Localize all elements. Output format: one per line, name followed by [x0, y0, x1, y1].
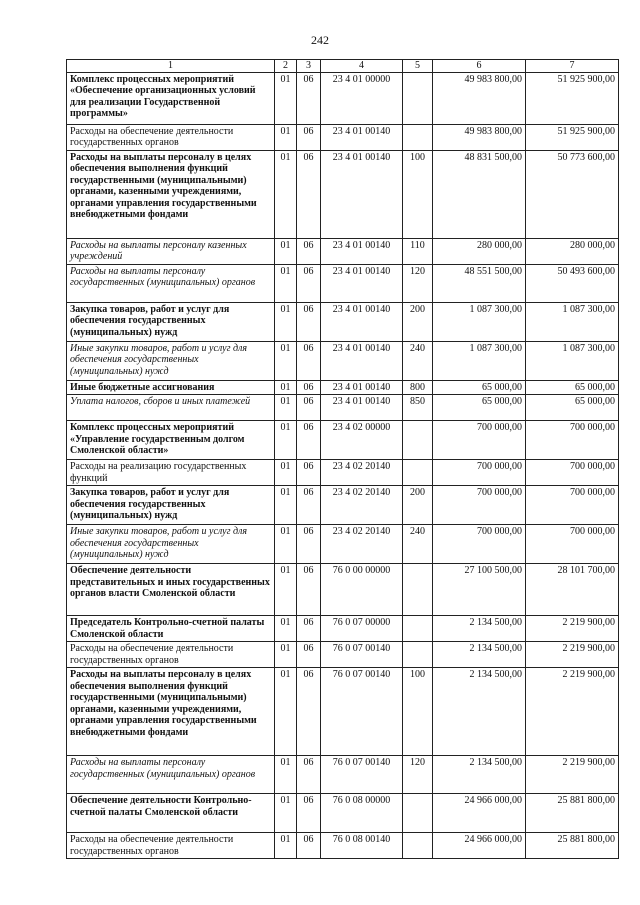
row-amount-year-2: 700 000,00 — [526, 460, 619, 486]
table-row — [67, 642, 619, 668]
table-row — [67, 150, 619, 238]
row-target-code: 23 4 01 00000 — [321, 72, 403, 124]
row-amount-year-2: 2 219 900,00 — [526, 756, 619, 794]
table-row — [67, 833, 619, 859]
row-subsection: 06 — [297, 395, 321, 421]
row-amount-year-1: 700 000,00 — [433, 486, 526, 525]
row-amount-year-2: 2 219 900,00 — [526, 668, 619, 756]
header-row — [67, 60, 619, 73]
table-row — [67, 72, 619, 124]
row-subsection: 06 — [297, 124, 321, 150]
column-header: 7 — [526, 60, 619, 73]
column-header: 3 — [297, 60, 321, 73]
row-name: Обеспечение деятельности представительных и иных государственных органов власти Смоленской области — [67, 564, 275, 616]
row-name: Председатель Контрольно-счетной палаты Смоленской области — [67, 616, 275, 642]
row-subsection: 06 — [297, 72, 321, 124]
row-name: Уплата налогов, сборов и иных платежей — [67, 395, 275, 421]
budget-table — [66, 59, 619, 859]
row-amount-year-2: 25 881 800,00 — [526, 794, 619, 833]
row-name: Комплекс процессных мероприятий «Управление государственным долгом Смоленской области» — [67, 421, 275, 460]
row-amount-year-1: 48 551 500,00 — [433, 264, 526, 302]
row-target-code: 23 4 01 00140 — [321, 150, 403, 238]
row-name: Расходы на выплаты персоналу в целях обеспечения выполнения функций государственными (муниципальными) органами, казенными учреждениями, органами управления государственными внебюджетными фондами — [67, 150, 275, 238]
table-row — [67, 264, 619, 302]
row-amount-year-2: 700 000,00 — [526, 486, 619, 525]
row-expense-type: 800 — [403, 380, 433, 395]
row-amount-year-2: 51 925 900,00 — [526, 72, 619, 124]
row-amount-year-2: 1 087 300,00 — [526, 302, 619, 341]
row-amount-year-2: 700 000,00 — [526, 525, 619, 564]
row-expense-type: 200 — [403, 302, 433, 341]
row-subsection: 06 — [297, 460, 321, 486]
row-section: 01 — [275, 668, 297, 756]
row-target-code: 23 4 02 00000 — [321, 421, 403, 460]
table-row — [67, 525, 619, 564]
row-amount-year-1: 1 087 300,00 — [433, 302, 526, 341]
row-target-code: 76 0 00 00000 — [321, 564, 403, 616]
row-subsection: 06 — [297, 380, 321, 395]
row-section: 01 — [275, 756, 297, 794]
column-header: 6 — [433, 60, 526, 73]
table-row — [67, 395, 619, 421]
row-section: 01 — [275, 642, 297, 668]
row-amount-year-1: 65 000,00 — [433, 395, 526, 421]
row-target-code: 23 4 02 20140 — [321, 486, 403, 525]
row-amount-year-2: 25 881 800,00 — [526, 833, 619, 859]
column-header: 2 — [275, 60, 297, 73]
row-expense-type — [403, 421, 433, 460]
row-amount-year-1: 49 983 800,00 — [433, 124, 526, 150]
row-target-code: 23 4 02 20140 — [321, 525, 403, 564]
row-subsection: 06 — [297, 302, 321, 341]
row-expense-type: 100 — [403, 150, 433, 238]
row-subsection: 06 — [297, 564, 321, 616]
row-subsection: 06 — [297, 264, 321, 302]
row-amount-year-1: 280 000,00 — [433, 238, 526, 264]
row-amount-year-2: 2 219 900,00 — [526, 642, 619, 668]
row-expense-type: 120 — [403, 264, 433, 302]
row-amount-year-2: 28 101 700,00 — [526, 564, 619, 616]
row-name: Расходы на обеспечение деятельности государственных органов — [67, 124, 275, 150]
row-name: Расходы на выплаты персоналу в целях обеспечения выполнения функций государственными (муниципальными) органами, казенными учреждениями, органами управления государственными внебюджетными фондами — [67, 668, 275, 756]
table-row — [67, 564, 619, 616]
row-expense-type: 120 — [403, 756, 433, 794]
row-section: 01 — [275, 380, 297, 395]
row-expense-type — [403, 564, 433, 616]
row-subsection: 06 — [297, 238, 321, 264]
row-name: Расходы на обеспечение деятельности государственных органов — [67, 642, 275, 668]
table-row — [67, 421, 619, 460]
row-section: 01 — [275, 341, 297, 380]
row-amount-year-1: 27 100 500,00 — [433, 564, 526, 616]
row-amount-year-2: 51 925 900,00 — [526, 124, 619, 150]
row-name: Закупка товаров, работ и услуг для обеспечения государственных (муниципальных) нужд — [67, 486, 275, 525]
row-amount-year-1: 2 134 500,00 — [433, 642, 526, 668]
row-target-code: 76 0 07 00140 — [321, 756, 403, 794]
row-target-code: 23 4 01 00140 — [321, 264, 403, 302]
table-row — [67, 794, 619, 833]
row-amount-year-1: 65 000,00 — [433, 380, 526, 395]
row-name: Иные закупки товаров, работ и услуг для обеспечения государственных (муниципальных) нужд — [67, 525, 275, 564]
row-subsection: 06 — [297, 833, 321, 859]
row-subsection: 06 — [297, 616, 321, 642]
row-target-code: 23 4 01 00140 — [321, 380, 403, 395]
row-name: Расходы на выплаты персоналу государственных (муниципальных) органов — [67, 264, 275, 302]
row-expense-type — [403, 642, 433, 668]
row-target-code: 76 0 07 00140 — [321, 642, 403, 668]
table-row — [67, 616, 619, 642]
row-target-code: 76 0 07 00000 — [321, 616, 403, 642]
row-amount-year-1: 700 000,00 — [433, 525, 526, 564]
row-amount-year-1: 2 134 500,00 — [433, 668, 526, 756]
row-name: Расходы на выплаты персоналу государственных (муниципальных) органов — [67, 756, 275, 794]
row-section: 01 — [275, 460, 297, 486]
row-amount-year-1: 49 983 800,00 — [433, 72, 526, 124]
row-name: Комплекс процессных мероприятий «Обеспечение организационных условий для реализации Государственной программы» — [67, 72, 275, 124]
row-expense-type — [403, 616, 433, 642]
row-amount-year-1: 2 134 500,00 — [433, 616, 526, 642]
row-amount-year-2: 1 087 300,00 — [526, 341, 619, 380]
row-section: 01 — [275, 486, 297, 525]
row-target-code: 23 4 01 00140 — [321, 341, 403, 380]
table-row — [67, 341, 619, 380]
row-section: 01 — [275, 525, 297, 564]
row-section: 01 — [275, 72, 297, 124]
row-amount-year-1: 700 000,00 — [433, 421, 526, 460]
row-section: 01 — [275, 238, 297, 264]
row-section: 01 — [275, 616, 297, 642]
row-amount-year-2: 50 493 600,00 — [526, 264, 619, 302]
row-subsection: 06 — [297, 756, 321, 794]
row-section: 01 — [275, 794, 297, 833]
row-expense-type — [403, 72, 433, 124]
row-expense-type: 110 — [403, 238, 433, 264]
row-expense-type — [403, 124, 433, 150]
table-row — [67, 486, 619, 525]
row-amount-year-2: 50 773 600,00 — [526, 150, 619, 238]
row-name: Расходы на выплаты персоналу казенных учреждений — [67, 238, 275, 264]
row-amount-year-2: 2 219 900,00 — [526, 616, 619, 642]
column-header: 5 — [403, 60, 433, 73]
row-name: Обеспечение деятельности Контрольно-счетной палаты Смоленской области — [67, 794, 275, 833]
row-subsection: 06 — [297, 794, 321, 833]
row-amount-year-2: 700 000,00 — [526, 421, 619, 460]
row-subsection: 06 — [297, 421, 321, 460]
row-target-code: 76 0 07 00140 — [321, 668, 403, 756]
table-row — [67, 302, 619, 341]
row-amount-year-1: 2 134 500,00 — [433, 756, 526, 794]
row-section: 01 — [275, 421, 297, 460]
column-header: 4 — [321, 60, 403, 73]
row-section: 01 — [275, 124, 297, 150]
row-name: Иные бюджетные ассигнования — [67, 380, 275, 395]
page-number: 242 — [311, 33, 329, 47]
row-expense-type — [403, 794, 433, 833]
row-expense-type — [403, 460, 433, 486]
row-subsection: 06 — [297, 486, 321, 525]
row-name: Закупка товаров, работ и услуг для обеспечения государственных (муниципальных) нужд — [67, 302, 275, 341]
row-expense-type — [403, 833, 433, 859]
row-amount-year-1: 1 087 300,00 — [433, 341, 526, 380]
row-target-code: 76 0 08 00000 — [321, 794, 403, 833]
row-subsection: 06 — [297, 341, 321, 380]
row-amount-year-2: 280 000,00 — [526, 238, 619, 264]
row-subsection: 06 — [297, 525, 321, 564]
row-subsection: 06 — [297, 668, 321, 756]
row-expense-type: 200 — [403, 486, 433, 525]
row-name: Расходы на реализацию государственных функций — [67, 460, 275, 486]
table-row — [67, 238, 619, 264]
row-subsection: 06 — [297, 150, 321, 238]
row-amount-year-1: 24 966 000,00 — [433, 794, 526, 833]
table-row — [67, 124, 619, 150]
table-row — [67, 668, 619, 756]
row-expense-type: 240 — [403, 525, 433, 564]
row-expense-type: 850 — [403, 395, 433, 421]
column-header: 1 — [67, 60, 275, 73]
row-target-code: 23 4 01 00140 — [321, 302, 403, 341]
row-name: Расходы на обеспечение деятельности государственных органов — [67, 833, 275, 859]
row-target-code: 76 0 08 00140 — [321, 833, 403, 859]
table-row — [67, 756, 619, 794]
row-section: 01 — [275, 395, 297, 421]
row-section: 01 — [275, 150, 297, 238]
row-amount-year-1: 48 831 500,00 — [433, 150, 526, 238]
row-target-code: 23 4 01 00140 — [321, 124, 403, 150]
row-amount-year-1: 24 966 000,00 — [433, 833, 526, 859]
row-amount-year-2: 65 000,00 — [526, 395, 619, 421]
row-subsection: 06 — [297, 642, 321, 668]
row-expense-type: 100 — [403, 668, 433, 756]
row-section: 01 — [275, 564, 297, 616]
row-name: Иные закупки товаров, работ и услуг для обеспечения государственных (муниципальных) нужд — [67, 341, 275, 380]
row-section: 01 — [275, 833, 297, 859]
row-amount-year-2: 65 000,00 — [526, 380, 619, 395]
row-target-code: 23 4 01 00140 — [321, 238, 403, 264]
table-row — [67, 460, 619, 486]
row-section: 01 — [275, 264, 297, 302]
row-section: 01 — [275, 302, 297, 341]
table-row — [67, 380, 619, 395]
row-target-code: 23 4 02 20140 — [321, 460, 403, 486]
row-amount-year-1: 700 000,00 — [433, 460, 526, 486]
row-expense-type: 240 — [403, 341, 433, 380]
row-target-code: 23 4 01 00140 — [321, 395, 403, 421]
